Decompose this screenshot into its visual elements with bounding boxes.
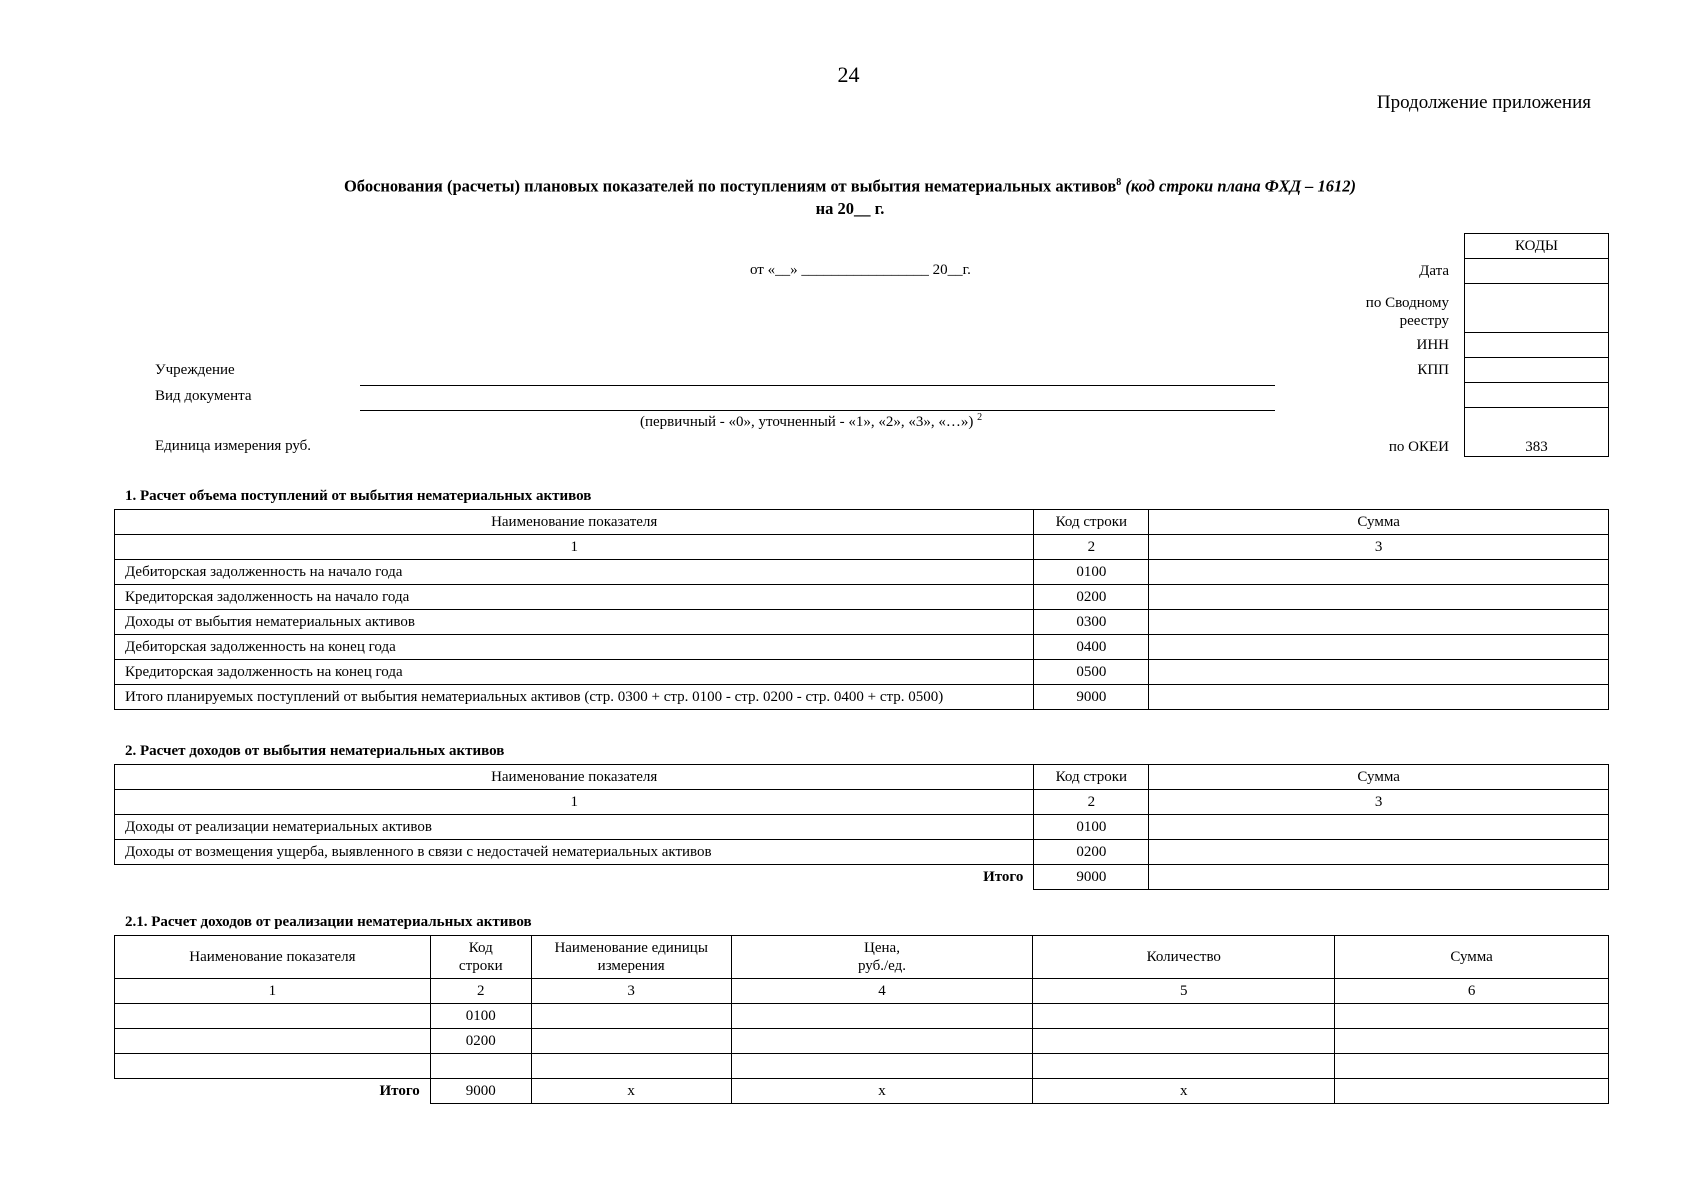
title-code-note: (код строки плана ФХД – 1612) <box>1125 176 1357 196</box>
s21-num-2: 2 <box>430 979 531 1004</box>
row-price[interactable] <box>731 1029 1033 1054</box>
inn-label: ИНН <box>1416 337 1449 353</box>
s21-header-code-1: Код <box>468 940 493 956</box>
table-row <box>115 610 1609 635</box>
row-sum[interactable] <box>1149 840 1609 865</box>
section2-table <box>114 764 1609 890</box>
row-name: Дебиторская задолженность на начало года <box>115 560 1034 585</box>
row-sum[interactable] <box>1149 660 1609 685</box>
row-code: 0200 <box>1034 840 1149 865</box>
total-label: Итого <box>115 865 1034 890</box>
row-code: 9000 <box>1034 685 1149 710</box>
s1-header-sum: Сумма <box>1149 510 1609 535</box>
total-code: 9000 <box>430 1079 531 1104</box>
s21-header-sum: Сумма <box>1335 936 1609 979</box>
table-row <box>115 1054 1609 1079</box>
section1-title: 1. Расчет объема поступлений от выбытия нематериальных активов <box>125 488 592 504</box>
s21-num-3: 3 <box>531 979 731 1004</box>
row-code <box>430 1054 531 1079</box>
total-label: Итого <box>115 1079 431 1104</box>
row-sum[interactable] <box>1149 815 1609 840</box>
row-sum[interactable] <box>1335 1004 1609 1029</box>
row-code: 0500 <box>1034 660 1149 685</box>
row-unit[interactable] <box>531 1004 731 1029</box>
s21-header-unit-2: измерения <box>597 958 665 974</box>
s21-num-6: 6 <box>1335 979 1609 1004</box>
row-sum[interactable] <box>1149 610 1609 635</box>
code-doc-type-cell[interactable] <box>1465 383 1609 408</box>
doc-type-line[interactable] <box>360 410 1275 411</box>
unit-label: Единица измерения руб. <box>155 438 312 454</box>
total-sum[interactable] <box>1149 865 1609 890</box>
row-name: Доходы от реализации нематериальных активов <box>115 815 1034 840</box>
row-price[interactable] <box>731 1004 1033 1029</box>
total-qty-x: x <box>1033 1079 1335 1104</box>
total-code: 9000 <box>1034 865 1149 890</box>
section1-table <box>114 509 1609 710</box>
doc-type-note-sup: 2 <box>977 412 983 423</box>
total-price-x: x <box>731 1079 1033 1104</box>
registry-label <box>1366 294 1449 330</box>
kpp-label: КПП <box>1417 362 1449 378</box>
table-row <box>115 635 1609 660</box>
row-name: Итого планируемых поступлений от выбытия нематериальных активов (стр. 0300 + стр. 0100 - стр. 0200 - стр. 0400 + стр. 0500) <box>115 685 1034 710</box>
doc-type-label: Вид документа <box>155 388 252 404</box>
s21-num-5: 5 <box>1033 979 1335 1004</box>
title-main: Обоснования (расчеты) плановых показателей по поступлениям от выбытия нематериальных активов <box>343 176 1117 196</box>
continuation-label: Продолжение приложения <box>1376 92 1591 113</box>
s21-header-code-2: строки <box>458 958 503 974</box>
s21-num-1: 1 <box>115 979 431 1004</box>
row-sum[interactable] <box>1149 585 1609 610</box>
table-row <box>115 585 1609 610</box>
row-name[interactable] <box>115 1054 431 1079</box>
institution-line[interactable] <box>360 385 1275 386</box>
row-name: Кредиторская задолженность на конец года <box>115 660 1034 685</box>
row-code: 0300 <box>1034 610 1149 635</box>
row-name: Дебиторская задолженность на конец года <box>115 635 1034 660</box>
s21-num-4: 4 <box>731 979 1033 1004</box>
row-sum[interactable] <box>1149 635 1609 660</box>
row-code: 0400 <box>1034 635 1149 660</box>
table-row <box>115 685 1609 710</box>
row-price[interactable] <box>731 1054 1033 1079</box>
row-unit[interactable] <box>531 1029 731 1054</box>
page-number: 24 <box>837 62 860 87</box>
code-inn-cell[interactable] <box>1465 333 1609 358</box>
section21-title: 2.1. Расчет доходов от реализации нематериальных активов <box>125 914 532 930</box>
s21-header-price-1: Цена, <box>864 940 900 956</box>
table-row <box>115 815 1609 840</box>
row-sum[interactable] <box>1335 1054 1609 1079</box>
row-code: 0200 <box>430 1029 531 1054</box>
s21-header-price-2: руб./ед. <box>858 958 906 974</box>
section2-title: 2. Расчет доходов от выбытия нематериальных активов <box>125 743 505 759</box>
row-qty[interactable] <box>1033 1029 1335 1054</box>
s2-header-name: Наименование показателя <box>115 765 1034 790</box>
row-qty[interactable] <box>1033 1054 1335 1079</box>
row-name: Доходы от выбытия нематериальных активов <box>115 610 1034 635</box>
code-okei-cell: 383 <box>1465 408 1609 457</box>
title-year-line: на 20__ г. <box>815 198 885 218</box>
row-name: Доходы от возмещения ущерба, выявленного в связи с недостачей нематериальных активов <box>115 840 1034 865</box>
row-qty[interactable] <box>1033 1004 1335 1029</box>
title-footnote: 8 <box>1116 177 1122 188</box>
s1-num-2: 2 <box>1034 535 1149 560</box>
s1-num-3: 3 <box>1149 535 1609 560</box>
s21-header-unit <box>531 936 731 979</box>
table-row <box>115 1004 1609 1029</box>
s2-header-code: Код строки <box>1034 765 1149 790</box>
doc-type-note-text: (первичный - «0», уточненный - «1», «2», «3», «…») <box>640 414 974 430</box>
s2-num-3: 3 <box>1149 790 1609 815</box>
s21-header-unit-1: Наименование единицы <box>554 940 708 956</box>
s21-header-qty: Количество <box>1033 936 1335 979</box>
section21-table <box>114 935 1609 1104</box>
row-sum[interactable] <box>1149 560 1609 585</box>
registry-label-1: по Сводному <box>1365 295 1449 311</box>
document-title <box>120 172 1580 220</box>
code-date-cell[interactable] <box>1465 259 1609 284</box>
total-sum[interactable] <box>1335 1079 1609 1104</box>
registry-label-2: реестру <box>1399 313 1449 329</box>
okei-label: по ОКЕИ <box>1388 439 1449 455</box>
row-name[interactable] <box>115 1004 431 1029</box>
s21-header-code <box>430 936 531 979</box>
date-label: Дата <box>1419 263 1449 279</box>
s2-header-sum: Сумма <box>1149 765 1609 790</box>
codes-table <box>1464 233 1609 457</box>
table-row <box>115 660 1609 685</box>
row-sum[interactable] <box>1149 685 1609 710</box>
row-sum[interactable] <box>1335 1029 1609 1054</box>
total-row <box>115 1079 1609 1104</box>
row-unit[interactable] <box>531 1054 731 1079</box>
s21-header-price <box>731 936 1033 979</box>
s1-header-code: Код строки <box>1034 510 1149 535</box>
total-row <box>115 865 1609 890</box>
row-name: Кредиторская задолженность на начало года <box>115 585 1034 610</box>
from-date-line: от «__» _________________ 20__г. <box>750 262 971 278</box>
table-row <box>115 1029 1609 1054</box>
row-code: 0100 <box>430 1004 531 1029</box>
row-code: 0200 <box>1034 585 1149 610</box>
institution-label: Учреждение <box>155 362 235 378</box>
table-row <box>115 560 1609 585</box>
row-code: 0100 <box>1034 815 1149 840</box>
doc-type-note <box>640 412 982 431</box>
s2-num-2: 2 <box>1034 790 1149 815</box>
codes-header: КОДЫ <box>1465 234 1609 259</box>
s1-header-name: Наименование показателя <box>115 510 1034 535</box>
row-code: 0100 <box>1034 560 1149 585</box>
code-registry-cell[interactable] <box>1465 284 1609 333</box>
s21-header-name: Наименование показателя <box>115 936 431 979</box>
code-kpp-cell[interactable] <box>1465 358 1609 383</box>
row-name[interactable] <box>115 1029 431 1054</box>
table-row <box>115 840 1609 865</box>
s1-num-1: 1 <box>115 535 1034 560</box>
s2-num-1: 1 <box>115 790 1034 815</box>
total-unit-x: x <box>531 1079 731 1104</box>
